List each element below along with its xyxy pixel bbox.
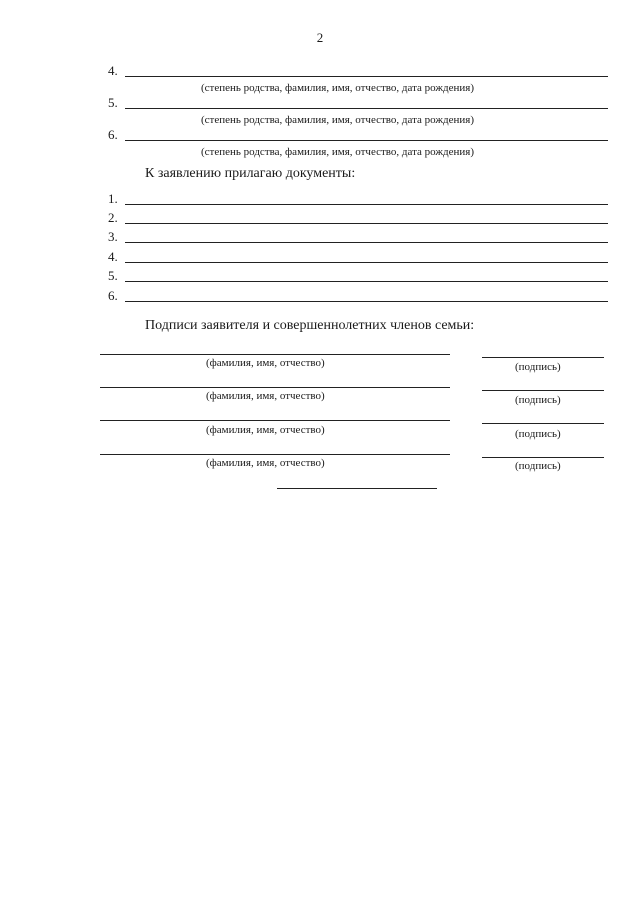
- document-row: [108, 211, 608, 227]
- document-number: 2.: [108, 210, 118, 225]
- document-fill-line[interactable]: [125, 242, 608, 243]
- document-fill-line[interactable]: [125, 223, 608, 224]
- document-number: 4.: [108, 249, 118, 264]
- signature-fill-line[interactable]: [482, 457, 604, 458]
- end-separator-line: [277, 488, 437, 489]
- name-caption: (фамилия, имя, отчество): [206, 390, 325, 402]
- document-row: [108, 192, 608, 208]
- signature-fill-line[interactable]: [482, 423, 604, 424]
- signature-caption: (подпись): [515, 460, 561, 472]
- name-fill-line[interactable]: [100, 387, 450, 388]
- relative-row-6: [108, 128, 608, 144]
- document-number: 1.: [108, 191, 118, 206]
- relative-fill-line[interactable]: [125, 76, 608, 77]
- document-number: 6.: [108, 288, 118, 303]
- signature-caption: (подпись): [515, 394, 561, 406]
- signature-fill-line[interactable]: [482, 357, 604, 358]
- signature-caption: (подпись): [515, 428, 561, 440]
- document-row: [108, 250, 608, 266]
- name-caption: (фамилия, имя, отчество): [206, 424, 325, 436]
- relative-caption: (степень родства, фамилия, имя, отчество, дата рождения): [201, 146, 474, 158]
- name-caption: (фамилия, имя, отчество): [206, 457, 325, 469]
- name-caption: (фамилия, имя, отчество): [206, 357, 325, 369]
- document-row: [108, 289, 608, 305]
- document-fill-line[interactable]: [125, 204, 608, 205]
- relative-number: 4.: [108, 63, 118, 78]
- relative-caption: (степень родства, фамилия, имя, отчество, дата рождения): [201, 82, 474, 94]
- signature-fill-line[interactable]: [482, 390, 604, 391]
- document-fill-line[interactable]: [125, 281, 608, 282]
- documents-heading: К заявлению прилагаю документы:: [145, 166, 356, 181]
- document-number: 5.: [108, 268, 118, 283]
- page-number: 2: [316, 30, 324, 45]
- relative-fill-line[interactable]: [125, 140, 608, 141]
- name-fill-line[interactable]: [100, 354, 450, 355]
- relative-fill-line[interactable]: [125, 108, 608, 109]
- name-fill-line[interactable]: [100, 454, 450, 455]
- document-number: 3.: [108, 229, 118, 244]
- relative-row-4: [108, 64, 608, 80]
- relative-number: 5.: [108, 95, 118, 110]
- document-row: [108, 269, 608, 285]
- document-fill-line[interactable]: [125, 262, 608, 263]
- relative-number: 6.: [108, 127, 118, 142]
- document-row: [108, 230, 608, 246]
- signatures-heading: Подписи заявителя и совершеннолетних членов семьи:: [145, 318, 475, 333]
- signature-caption: (подпись): [515, 361, 561, 373]
- document-fill-line[interactable]: [125, 301, 608, 302]
- name-fill-line[interactable]: [100, 420, 450, 421]
- relative-caption: (степень родства, фамилия, имя, отчество, дата рождения): [201, 114, 474, 126]
- relative-row-5: [108, 96, 608, 112]
